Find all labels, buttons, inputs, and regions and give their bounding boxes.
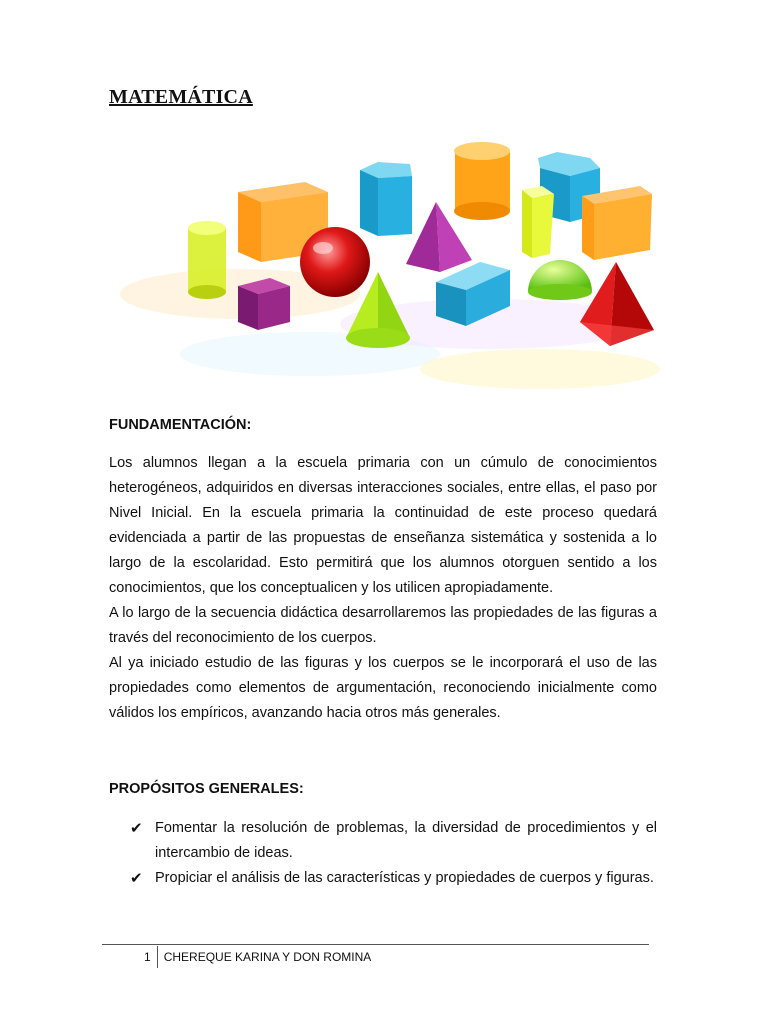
page-footer (144, 946, 371, 968)
purple-cube-icon (238, 278, 290, 330)
list-item (130, 816, 657, 866)
footer-authors: CHEREQUE KARINA Y DON ROMINA (163, 950, 372, 964)
page-number: 1 (144, 950, 151, 964)
geometric-solids-image (110, 124, 680, 400)
fundamentacion-heading: FUNDAMENTACIÓN: (109, 417, 252, 433)
yellow-cylinder-icon (188, 221, 226, 299)
fundamentacion-paragraph: Al ya iniciado estudio de las figuras y los cuerpos se le incorporará el uso de las propiedades como elementos de argumentación, reconociendo inicialmente como válidos los empíricos, avanzando hacia otros más generales. (109, 655, 657, 721)
page-title: MATEMÁTICA (109, 86, 253, 108)
list-item (130, 866, 657, 891)
list-item-text: Fomentar la resolución de problemas, la diversidad de procedimientos y el intercambio de ideas. (155, 820, 657, 861)
blue-prism-icon (360, 162, 412, 236)
checkmark-icon: ✔ (130, 820, 143, 837)
checkmark-icon: ✔ (130, 870, 143, 887)
propositos-heading: PROPÓSITOS GENERALES: (109, 781, 304, 797)
geometric-solids-icon (110, 124, 680, 400)
fundamentacion-paragraph: A lo largo de la secuencia didáctica desarrollaremos las propiedades de las figuras a través del reconocimiento de los cuerpos. (109, 605, 657, 646)
fundamentacion-body (109, 451, 657, 726)
orange-cuboid-icon (582, 186, 652, 260)
red-sphere-icon (300, 227, 370, 297)
fundamentacion-paragraph: Los alumnos llegan a la escuela primaria con un cúmulo de conocimientos heterogéneos, adquiridos en diversas interacciones sociales, entre ellas, el paso por Nivel Inicial. En la escuela primaria la continuidad de este proceso quedará evidenciada a partir de las propuestas de enseñanza sistemática y sostenida a lo largo de la escolaridad. Esto permitirá que los alumnos otorguen sentido a los conocimientos, que los conceptualicen y los utilicen apropiadamente. (109, 455, 657, 596)
propositos-list (130, 816, 657, 891)
yellow-triangular-prism-icon (522, 186, 554, 258)
list-item-text: Propiciar el análisis de las características y propiedades de cuerpos y figuras. (155, 870, 654, 886)
footer-divider (102, 944, 649, 945)
orange-cylinder-icon (454, 142, 510, 220)
footer-separator (157, 946, 158, 968)
